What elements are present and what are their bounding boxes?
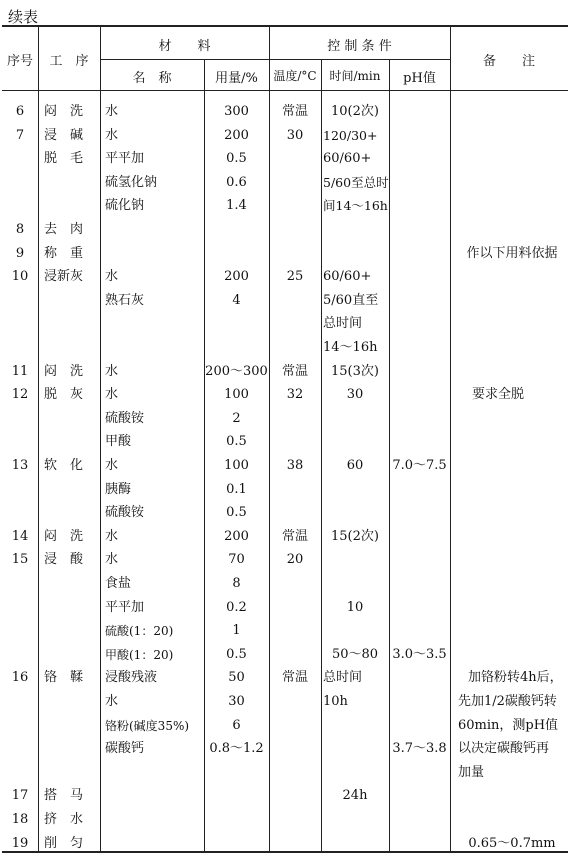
cell-dosage: 0.5: [226, 151, 247, 167]
cell-dosage: 1.4: [226, 198, 247, 214]
cell-temp: 常温: [281, 104, 308, 119]
header-mid-rule: [100, 59, 450, 60]
cell-name: 平平加: [105, 151, 145, 167]
cell-name: 食盐: [105, 576, 132, 591]
cell-dosage: 100: [224, 387, 249, 403]
cell-time: 10: [346, 599, 364, 615]
cell-time: 15(2次): [331, 528, 379, 544]
cell-dosage: 8: [232, 576, 241, 591]
cell-dosage: 300: [224, 104, 249, 119]
col-divider: [38, 25, 39, 851]
cell-dosage: 2: [232, 410, 241, 426]
cell-no: 7: [15, 127, 25, 143]
cell-time: 5/60直至: [323, 292, 379, 308]
cell-remark: 作以下用料依据: [466, 245, 558, 261]
cell-dosage: 4: [232, 292, 241, 308]
col-divider: [389, 59, 390, 851]
cell-process: 闷 洗: [44, 104, 84, 119]
header-materials: 材 料: [158, 39, 211, 54]
cell-process: 浸 酸: [44, 552, 84, 568]
cell-process: 浸新灰: [44, 269, 84, 285]
cell-remark: 以决定碳酸钙再: [458, 741, 550, 757]
cell-name: 水: [105, 363, 119, 379]
cell-dosage: 0.5: [226, 505, 247, 521]
header-bottom-rule: [2, 90, 568, 91]
cell-process: 闷 洗: [44, 528, 84, 544]
cell-time: 50～80: [331, 646, 379, 662]
cell-name: 胰酶: [105, 481, 132, 497]
cell-dosage: 1: [232, 623, 241, 639]
header-control: 控 制 条 件: [327, 39, 392, 54]
cell-time: 10(2次): [331, 104, 379, 119]
cell-name: 甲酸(1：20): [105, 647, 174, 662]
cell-dosage: 6: [232, 717, 241, 733]
cell-ph: 3.0～3.5: [392, 646, 447, 662]
cell-time: 60/60+: [323, 151, 372, 167]
cell-name: 水: [105, 127, 119, 143]
cell-time: 24h: [342, 788, 368, 804]
cell-temp: 30: [286, 127, 304, 143]
cell-dosage: 0.6: [226, 174, 247, 190]
cell-process: 搭 马: [44, 788, 84, 804]
cell-time: 间14～16h: [323, 198, 388, 214]
cell-name: 水: [105, 104, 119, 119]
cell-remark: 60min，测pH值: [458, 717, 559, 733]
cell-name: 水: [105, 552, 119, 568]
header-no: 序号: [6, 54, 33, 69]
cell-process: 称 重: [44, 245, 84, 261]
cell-name: 硫化钠: [105, 198, 145, 214]
cell-name: 平平加: [105, 599, 145, 615]
cell-no: 12: [11, 387, 29, 403]
cell-time: 总时间: [323, 316, 363, 332]
table-title: 续表: [8, 8, 39, 26]
cell-process: 闷 洗: [44, 363, 84, 379]
cell-temp: 常温: [281, 528, 308, 544]
cell-name: 熟石灰: [105, 292, 145, 308]
cell-dosage: 200～300: [205, 363, 268, 379]
cell-no: 14: [11, 528, 29, 544]
cell-no: 18: [11, 812, 29, 827]
cell-no: 9: [15, 245, 25, 261]
cell-no: 13: [11, 458, 29, 473]
cell-no: 17: [11, 788, 29, 804]
cell-name: 甲酸: [105, 434, 132, 450]
cell-ph: 7.0～7.5: [392, 458, 447, 473]
cell-time: 5/60至总时: [323, 174, 389, 190]
cell-dosage: 0.8～1.2: [209, 741, 264, 757]
cell-name: 水: [105, 458, 119, 473]
cell-ph: 3.7～3.8: [392, 741, 447, 757]
cell-time: 30: [346, 387, 364, 403]
cell-dosage: 200: [224, 127, 249, 143]
cell-name: 水: [105, 387, 119, 403]
cell-temp: 38: [286, 458, 304, 473]
cell-no: 16: [11, 670, 29, 686]
cell-process: 脱 毛: [44, 151, 84, 167]
cell-name: 硫酸铵: [105, 410, 145, 426]
cell-no: 15: [11, 552, 29, 568]
cell-dosage: 0.2: [226, 599, 247, 615]
header-time: 时间/min: [329, 69, 381, 83]
cell-temp: 25: [286, 269, 304, 285]
cell-remark: 加量: [458, 764, 485, 780]
cell-time: 120/30+: [323, 127, 378, 143]
cell-dosage: 30: [228, 694, 245, 709]
cell-time: 10h: [323, 694, 348, 709]
col-divider: [450, 25, 451, 851]
cell-name: 硫氢化钠: [105, 174, 158, 190]
cell-dosage: 200: [224, 528, 249, 544]
cell-dosage: 0.1: [226, 481, 247, 497]
cell-process: 软 化: [44, 458, 84, 473]
cell-process: 脱 灰: [44, 387, 84, 403]
cell-time: 15(3次): [331, 363, 379, 379]
cell-process: 铬 鞣: [44, 670, 84, 686]
cell-dosage: 70: [228, 552, 245, 568]
cell-process: 去 肉: [44, 222, 84, 237]
cell-name: 碳酸钙: [105, 741, 145, 757]
cell-time: 总时间: [323, 670, 363, 686]
cell-no: 19: [11, 835, 29, 851]
cell-name: 硫酸(1：20): [105, 624, 174, 639]
cell-remark: 0.65～0.7mm: [468, 835, 556, 851]
cell-dosage: 0.5: [226, 646, 247, 662]
header-process: 工 序: [49, 54, 89, 69]
cell-remark: 加铬粉转4h后，: [468, 670, 563, 686]
col-divider: [269, 25, 270, 851]
cell-remark: 要求全脱: [472, 387, 525, 403]
cell-name: 水: [105, 528, 119, 544]
cell-process: 削 匀: [44, 835, 84, 851]
cell-no: 10: [11, 269, 29, 285]
cell-dosage: 200: [224, 269, 249, 285]
cell-no: 11: [11, 363, 29, 379]
header-ph: pH值: [403, 71, 436, 86]
cell-name: 硫酸铵: [105, 505, 145, 521]
cell-dosage: 50: [228, 670, 245, 686]
cell-process: 浸 碱: [44, 127, 84, 143]
cell-temp: 32: [286, 387, 304, 403]
cell-temp: 常温: [281, 363, 308, 379]
cell-name: 铬粉(碱度35%): [105, 718, 190, 733]
cell-dosage: 0.5: [226, 434, 247, 450]
cell-name: 浸酸残液: [105, 670, 158, 686]
cell-temp: 常温: [281, 670, 308, 686]
header-dosage: 用量/%: [215, 71, 258, 86]
col-divider: [100, 25, 101, 851]
cell-process: 挤 水: [44, 812, 84, 827]
header-remark: 备 注: [482, 54, 535, 69]
table-top-rule: [2, 25, 568, 27]
cell-no: 8: [15, 222, 25, 237]
header-temp: 温度/°C: [273, 69, 317, 83]
cell-name: 水: [105, 269, 119, 285]
cell-time: 60: [346, 458, 364, 473]
cell-no: 6: [15, 104, 25, 119]
cell-dosage: 100: [224, 458, 249, 473]
col-divider: [321, 59, 322, 851]
cell-remark: 先加1/2碳酸钙转: [458, 694, 557, 709]
header-name: 名 称: [132, 71, 172, 86]
cell-name: 水: [105, 694, 119, 709]
cell-time: 14～16h: [323, 340, 378, 355]
cell-temp: 20: [286, 552, 304, 568]
cell-time: 60/60+: [323, 269, 372, 285]
